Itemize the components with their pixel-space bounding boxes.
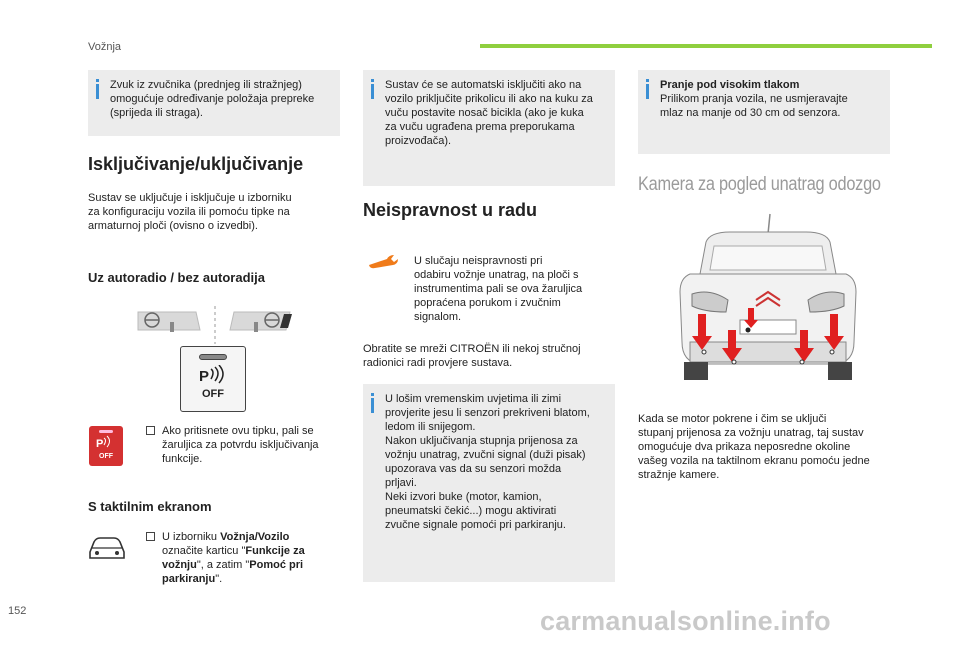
wrench-warning-icon xyxy=(367,253,401,269)
fault-contact-text: Obratite se mreži CITROËN ili nekoj stručnoj radionici radi provjere sustava. xyxy=(363,343,581,369)
camera-description: Kada se motor pokrene i čim se uključi stupanj prijenosa za vožnju unatrag, taj sustav omogućuje dva prikaza neposredne okoline vašeg vozila na taktilnom ekranu pomoću jedne stražnje kamere. xyxy=(638,413,870,481)
parking-sensor-off-button-illustration xyxy=(180,346,246,412)
svg-text:P: P xyxy=(96,438,104,450)
section-title-fault: Neispravnost u radu xyxy=(363,200,538,220)
info-icon xyxy=(96,79,99,99)
watermark: carmanualsonline.info xyxy=(540,606,831,636)
info-note-text: Sustav će se automatski isključiti ako na vozilo priključite prikolicu ili ako na kuku za vuču postavite nosač bicikla (ako je kuka za vuču ugrađena prema preporukama proizvođača). xyxy=(385,79,593,147)
info-icon xyxy=(371,79,374,99)
parking-sensor-icon xyxy=(199,365,229,387)
button-indicator-led xyxy=(199,354,227,360)
running-header: Vožnja xyxy=(88,41,122,53)
parking-sensor-off-icon xyxy=(89,426,123,466)
off-label-small: OFF xyxy=(99,453,113,460)
subtitle-touchscreen: S taktilnim ekranom xyxy=(88,499,212,514)
info-note-sensor-sound xyxy=(88,70,340,136)
rear-car-illustration xyxy=(670,212,866,392)
info-note-text: U lošim vremenskim uvjetima ili zimi provjerite jesu li senzori prekriveni blatom, ledom ili snijegom. Nakon uključivanja stupnja prijenosa za vožnju unatrag, zvučni signal (duži pisak) upozorava vas da su senzori možda prljavi. Neki izvori buke (motor, kamion, pneumatski čekić...) mogu aktivirati zvučne signale pomoći pri parkiranju. xyxy=(385,393,590,531)
checkbox-bullet xyxy=(146,530,158,544)
info-note-text: Zvuk iz zvučnika (prednjeg ili stražnjeg) omogućuje određivanje položaja prepreke (sprijeda ili straga). xyxy=(110,79,315,119)
car-touchscreen-icon xyxy=(86,534,128,562)
toggle-intro: Sustav se uključuje i isključuje u izborniku za konfiguraciju vozila ili pomoću tipke na armaturnoj ploči (ovisno o izvedbi). xyxy=(88,192,292,232)
info-note-weather xyxy=(363,384,615,582)
info-note-trailer xyxy=(363,70,615,186)
svg-text:P: P xyxy=(199,368,210,385)
page-number: 152 xyxy=(8,605,27,617)
checkbox-bullet xyxy=(146,424,158,438)
fault-text: U slučaju neispravnosti pri odabiru vožnje unatrag, na ploči s instrumentima pali se ova žaruljica popraćena porukom i zvučnim signalom. xyxy=(414,255,583,323)
header-accent-bar xyxy=(480,44,932,48)
info-note-washing xyxy=(638,70,890,154)
info-icon xyxy=(371,393,374,413)
section-title-camera: Kamera za pogled unatrag odozgo xyxy=(638,174,881,195)
info-icon xyxy=(646,79,649,99)
subtitle-autoradio: Uz autoradio / bez autoradija xyxy=(88,270,265,285)
dashboard-illustration xyxy=(134,306,296,344)
off-label: OFF xyxy=(202,388,224,400)
section-title-toggle: Isključivanje/uključivanje xyxy=(88,154,304,174)
info-note-text: Prilikom pranja vozila, ne usmjeravajte mlaz na manje od 30 cm od senzora. xyxy=(660,93,848,119)
info-note-title: Pranje pod visokim tlakom xyxy=(660,79,800,91)
off-button-text: Ako pritisnete ovu tipku, pali se žaruljica za potvrdu isključivanja funkcije. xyxy=(162,425,319,465)
touchscreen-text: U izborniku Vožnja/Vozilo označite karticu "Funkcije za vožnju", a zatim "Pomoć pri parkiranju". xyxy=(162,531,305,585)
